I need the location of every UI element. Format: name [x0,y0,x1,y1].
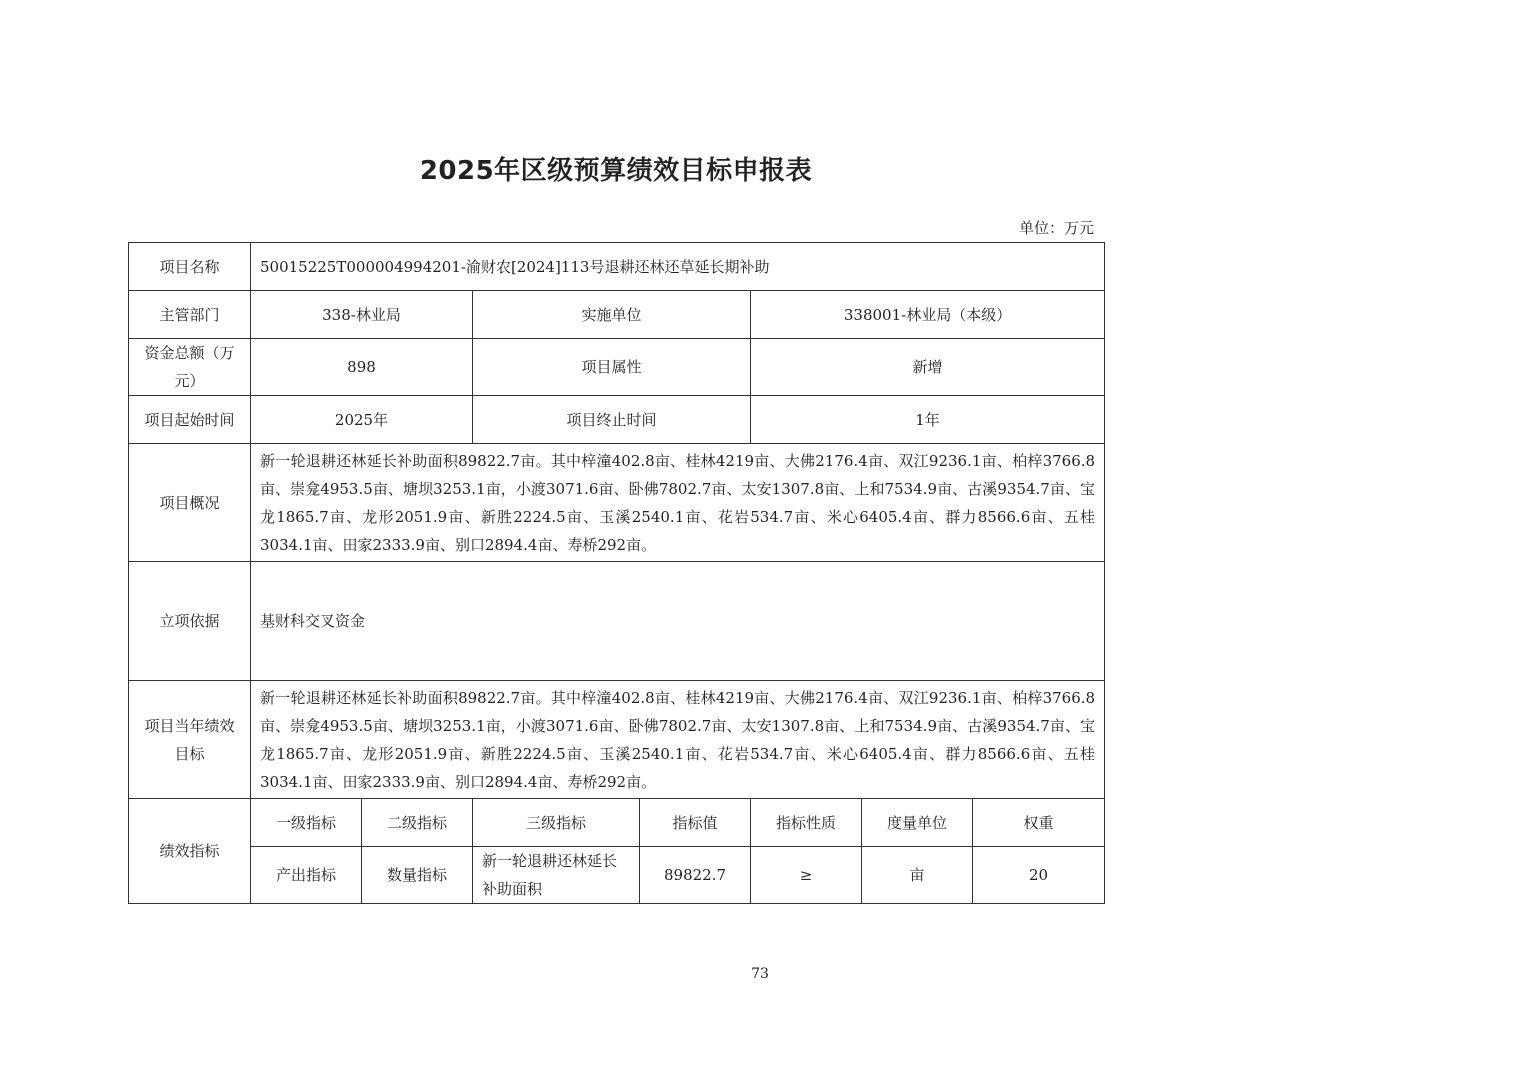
start-time-value: 2025年 [251,396,473,444]
dept-value: 338-林业局 [251,291,473,339]
row-funds [129,339,1105,396]
project-name-label: 项目名称 [129,243,251,291]
page-title: 2025年区级预算绩效目标申报表 [419,156,813,186]
indicator-cell: 产出指标 [251,847,362,904]
start-time-label: 项目起始时间 [129,396,251,444]
row-basis [129,562,1105,681]
row-overview [129,444,1105,562]
indicator-cell: 亩 [862,847,973,904]
indicator-cell: 89822.7 [640,847,751,904]
project-attr-label: 项目属性 [473,339,751,396]
budget-form-table [128,242,1105,904]
indicator-cell: 新一轮退耕还林延长补助面积 [473,847,640,904]
end-time-label: 项目终止时间 [473,396,751,444]
goal-value: 新一轮退耕还林延长补助面积89822.7亩。其中梓潼402.8亩、桂林4219亩、大佛2176.4亩、双江9236.1亩、柏梓3766.8亩、崇龛4953.5亩、塘坝3253.1亩，小渡3071.6亩、卧佛7802.7亩、太安1307.8亩、上和7534.9亩、古溪9354.7亩、宝龙1865.7亩、龙形2051.9亩、新胜2224.5亩、玉溪2540.1亩、花岩534.7亩、米心6405.4亩、群力8566.6亩、五桂3034.1亩、田家2333.9亩、别口2894.4亩、寿桥292亩。 [251,681,1105,799]
indicator-row [129,847,1105,904]
funds-label: 资金总额（万元） [129,339,251,396]
end-time-value: 1年 [751,396,1105,444]
row-goal [129,681,1105,799]
project-name-value: 50015225T000004994201-渝财农[2024]113号退耕还林还草延长期补助 [251,243,1105,291]
indicator-cell: 20 [973,847,1105,904]
indicator-cell: ≥ [751,847,862,904]
impl-unit-label: 实施单位 [473,291,751,339]
unit-label: 单位：万元 [1018,219,1094,237]
indicator-header-cell: 指标值 [640,799,751,847]
dept-label: 主管部门 [129,291,251,339]
basis-label: 立项依据 [129,562,251,681]
row-project-name [129,243,1105,291]
goal-label: 项目当年绩效目标 [129,681,251,799]
indicator-header-cell: 一级指标 [251,799,362,847]
indicator-header-cell: 三级指标 [473,799,640,847]
row-dept [129,291,1105,339]
indicator-cell: 数量指标 [362,847,473,904]
page-number: 73 [751,966,769,982]
funds-value: 898 [251,339,473,396]
indicator-header-cell: 指标性质 [751,799,862,847]
row-time [129,396,1105,444]
indicator-header-cell: 度量单位 [862,799,973,847]
basis-value: 基财科交叉资金 [251,562,1105,681]
indicator-header-row [129,799,1105,847]
impl-unit-value: 338001-林业局（本级） [751,291,1105,339]
overview-value: 新一轮退耕还林延长补助面积89822.7亩。其中梓潼402.8亩、桂林4219亩、大佛2176.4亩、双江9236.1亩、柏梓3766.8亩、崇龛4953.5亩、塘坝3253.1亩，小渡3071.6亩、卧佛7802.7亩、太安1307.8亩、上和7534.9亩、古溪9354.7亩、宝龙1865.7亩、龙形2051.9亩、新胜2224.5亩、玉溪2540.1亩、花岩534.7亩、米心6405.4亩、群力8566.6亩、五桂3034.1亩、田家2333.9亩、别口2894.4亩、寿桥292亩。 [251,444,1105,562]
indicators-label: 绩效指标 [129,799,251,904]
indicator-header-cell: 二级指标 [362,799,473,847]
project-attr-value: 新增 [751,339,1105,396]
overview-label: 项目概况 [129,444,251,562]
indicator-header-cell: 权重 [973,799,1105,847]
